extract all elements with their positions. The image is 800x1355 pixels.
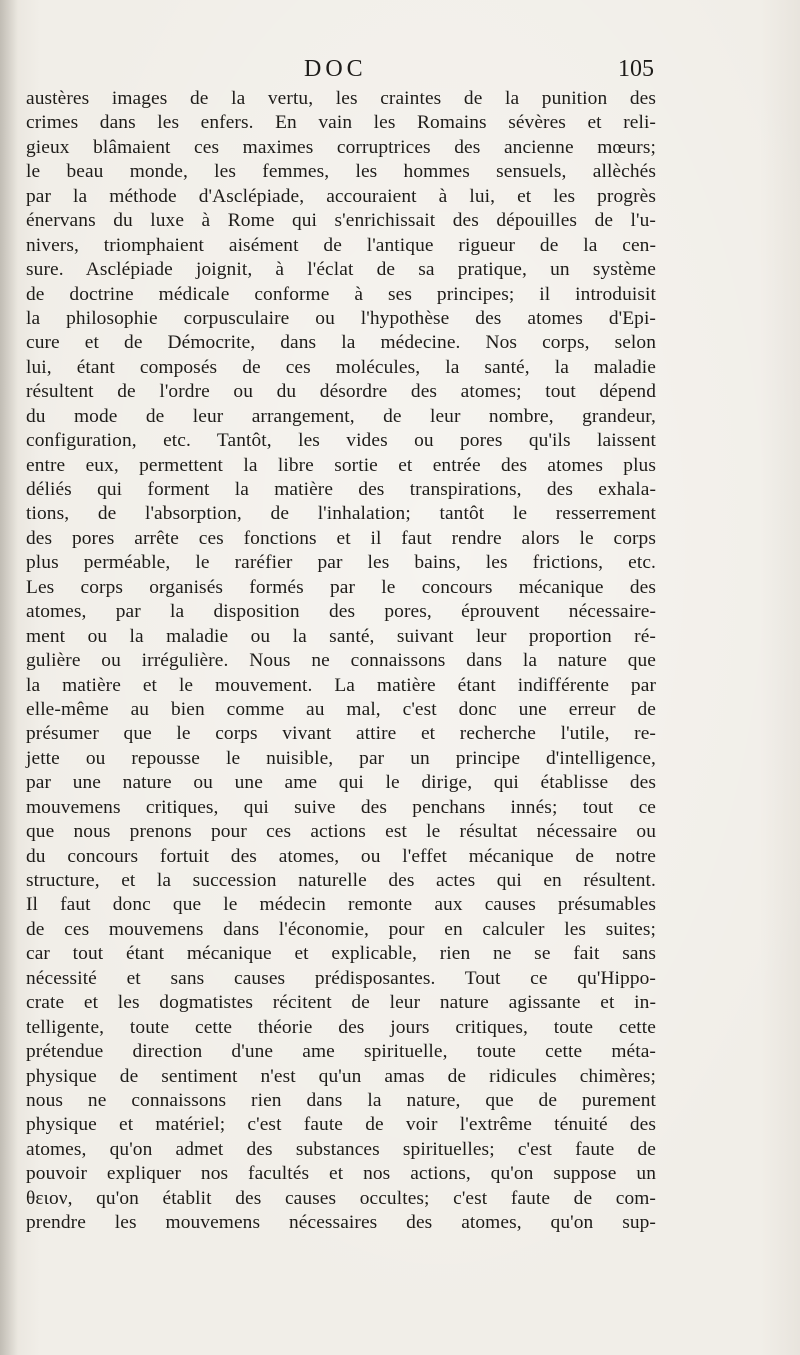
text-line: que nous prenons pour ces actions est le résultat nécessaire ou — [26, 821, 656, 843]
text-line: θειον, qu'on établit des causes occultes; c'est faute de com- — [26, 1187, 656, 1209]
running-head: DOC — [304, 56, 367, 82]
text-line: la philosophie corpusculaire ou l'hypothèse des atomes d'Epi- — [26, 307, 656, 329]
text-line: atomes, par la disposition des pores, éprouvent nécessaire- — [26, 601, 656, 623]
text-line: nous ne connaissons rien dans la nature, que de purement — [26, 1089, 656, 1111]
text-line: Il faut donc que le médecin remonte aux causes présumables — [26, 894, 656, 916]
text-line: prendre les mouvemens nécessaires des atomes, qu'on sup- — [26, 1212, 656, 1234]
text-line: ment ou la maladie ou la santé, suivant leur proportion ré- — [26, 625, 656, 647]
text-line: crimes dans les enfers. En vain les Romains sévères et reli- — [26, 112, 656, 134]
text-line: jette ou repousse le nuisible, par un principe d'intelligence, — [26, 747, 656, 769]
text-line: résultent de l'ordre ou du désordre des atomes; tout dépend — [26, 381, 656, 403]
text-line: des pores arrête ces fonctions et il faut rendre alors le corps — [26, 527, 656, 549]
text-line: de ces mouvemens dans l'économie, pour en calculer les suites; — [26, 918, 656, 940]
text-line: énervans du luxe à Rome qui s'enrichissait des dépouilles de l'u- — [26, 210, 656, 232]
text-line: de doctrine médicale conforme à ses principes; il introduisit — [26, 283, 656, 305]
text-line: le beau monde, les femmes, les hommes sensuels, allèchés — [26, 161, 656, 183]
text-line: nécessité et sans causes prédisposantes. Tout ce qu'Hippo- — [26, 967, 656, 989]
text-line: par la méthode d'Asclépiade, accouraient à lui, et les progrès — [26, 185, 656, 207]
page-number: 105 — [618, 56, 654, 82]
text-line: crate et les dogmatistes récitent de leur nature agissante et in- — [26, 992, 656, 1014]
text-line: du concours fortuit des atomes, ou l'effet mécanique de notre — [26, 845, 656, 867]
text-line: déliés qui forment la matière des transpirations, des exhala- — [26, 479, 656, 500]
text-line: austères images de la vertu, les craintes de la punition des — [26, 88, 656, 109]
text-line: elle-même au bien comme au mal, c'est donc une erreur de — [26, 698, 656, 720]
text-line: prétendue direction d'une ame spirituelle, toute cette méta- — [26, 1041, 656, 1063]
text-line: mouvemens critiques, qui suive des penchans innés; tout ce — [26, 796, 656, 818]
text-line: cure et de Démocrite, dans la médecine. Nos corps, selon — [26, 332, 656, 354]
text-line: sure. Asclépiade joignit, à l'éclat de sa pratique, un système — [26, 259, 656, 281]
text-line: car tout étant mécanique et explicable, rien ne se fait sans — [26, 943, 656, 965]
text-line: plus perméable, le raréfier par les bains, les frictions, etc. — [26, 552, 656, 574]
text-line: physique et matériel; c'est faute de voir l'extrême ténuité des — [26, 1114, 656, 1136]
text-line: atomes, qu'on admet des substances spirituelles; c'est faute de — [26, 1138, 656, 1160]
body-text — [26, 87, 656, 1236]
text-line: Les corps organisés formés par le concours mécanique des — [26, 576, 656, 598]
text-line: nivers, triomphaient aisément de l'antique rigueur de la cen- — [26, 234, 656, 256]
text-line: pouvoir expliquer nos facultés et nos actions, qu'on suppose un — [26, 1163, 656, 1185]
text-line: gieux blâmaient ces maximes corruptrices des ancienne mœurs; — [26, 136, 656, 158]
text-line: par une nature ou une ame qui le dirige, qui établisse des — [26, 772, 656, 794]
text-line: tions, de l'absorption, de l'inhalation; tantôt le resserrement — [26, 503, 656, 525]
text-line: présumer que le corps vivant attire et recherche l'utile, re- — [26, 723, 656, 745]
text-line: gulière ou irrégulière. Nous ne connaissons dans la nature que — [26, 650, 656, 672]
text-line: structure, et la succession naturelle des actes qui en résultent. — [26, 870, 656, 891]
text-line: telligente, toute cette théorie des jours critiques, toute cette — [26, 1016, 656, 1038]
text-line: physique de sentiment n'est qu'un amas de ridicules chimères; — [26, 1065, 656, 1087]
binding-gutter-shadow — [0, 0, 18, 1355]
text-line: entre eux, permettent la libre sortie et entrée des atomes plus — [26, 454, 656, 476]
page-header — [26, 52, 666, 92]
text-line: lui, étant composés de ces molécules, la santé, la maladie — [26, 356, 656, 378]
text-line: la matière et le mouvement. La matière étant indifférente par — [26, 674, 656, 696]
text-line: du mode de leur arrangement, de leur nombre, grandeur, — [26, 405, 656, 427]
text-line: configuration, etc. Tantôt, les vides ou pores qu'ils laissent — [26, 430, 656, 452]
